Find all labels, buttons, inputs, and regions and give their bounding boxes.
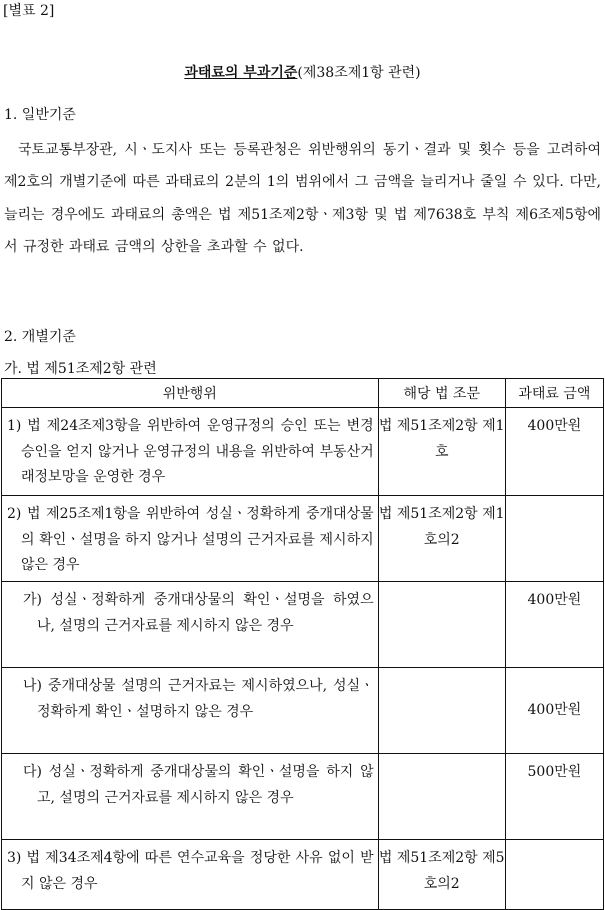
violation-cell: 가) 성실ㆍ정확하게 중개대상물의 확인ㆍ설명을 하였으나, 설명의 근거자료를 제시하지 않은 경우 [2, 582, 379, 668]
table-row [2, 496, 604, 582]
violation-cell: 나) 중개대상물 설명의 근거자료는 제시하였으나, 성실ㆍ정확하게 확인ㆍ설명하지 않은 경우 [2, 668, 379, 754]
fine-cell: 400만원 [505, 408, 603, 496]
section1-heading: 1. 일반기준 [4, 107, 76, 123]
fine-cell [505, 496, 603, 582]
annex-label: [별표 2] [3, 3, 55, 19]
table-row [2, 754, 604, 840]
table-row [2, 582, 604, 668]
section2-subheading: 가. 법 제51조제2항 관련 [4, 361, 157, 377]
fine-table [1, 378, 604, 910]
header-violation: 위반행위 [2, 379, 379, 408]
violation-cell: 2) 법 제25조제1항을 위반하여 성실ㆍ정확하게 중개대상물의 확인ㆍ설명을 하지 않거나 설명의 근거자료를 제시하지 않은 경우 [2, 496, 379, 582]
article-cell: 법 제51조제2항 제5호의2 [378, 840, 505, 910]
title-sub: (제38조제1항 관련) [297, 65, 421, 81]
header-article: 해당 법 조문 [378, 379, 505, 408]
violation-cell: 다) 성실ㆍ정확하게 중개대상물의 확인ㆍ설명을 하지 않고, 설명의 근거자료를 제시하지 않은 경우 [2, 754, 379, 840]
section1-body [4, 134, 601, 264]
table-row [2, 668, 604, 754]
fine-cell: 500만원 [505, 754, 603, 840]
violation-cell: 3) 법 제34조제4항에 따른 연수교육을 정당한 사유 없이 받지 않은 경우 [2, 840, 379, 910]
title-main: 과태료의 부과기준 [184, 65, 298, 81]
violation-cell: 1) 법 제24조제3항을 위반하여 운영규정의 승인 또는 변경승인을 얻지 않거나 운영규정의 내용을 위반하여 부동산거래정보망을 운영한 경우 [2, 408, 379, 496]
table-row [2, 840, 604, 910]
section1-body-text: 국토교통부장관, 시ㆍ도지사 또는 등록관청은 위반행위의 동기ㆍ결과 및 횟수 등을 고려하여 제2호의 개별기준에 따른 과태료의 2분의 1의 범위에서 그 금액을 늘리거나 줄일 수 있다. 다만, 늘리는 경우에도 과태료의 총액은 법 제51조제2항ㆍ제3항 및 법 제7638호 부칙 제6조제5항에서 규정한 과태료 금액의 상한을 초과할 수 없다. [4, 142, 601, 256]
fine-cell [505, 840, 603, 910]
section2-heading: 2. 개별기준 [4, 329, 76, 345]
article-cell [378, 668, 505, 754]
fine-cell: 400만원 [505, 668, 603, 754]
article-cell: 법 제51조제2항 제1호의2 [378, 496, 505, 582]
table-row [2, 408, 604, 496]
article-cell: 법 제51조제2항 제1호 [378, 408, 505, 496]
article-cell [378, 582, 505, 668]
article-cell [378, 754, 505, 840]
page-title [0, 62, 605, 82]
table-header-row [2, 379, 604, 408]
header-fine: 과태료 금액 [505, 379, 603, 408]
fine-cell: 400만원 [505, 582, 603, 668]
